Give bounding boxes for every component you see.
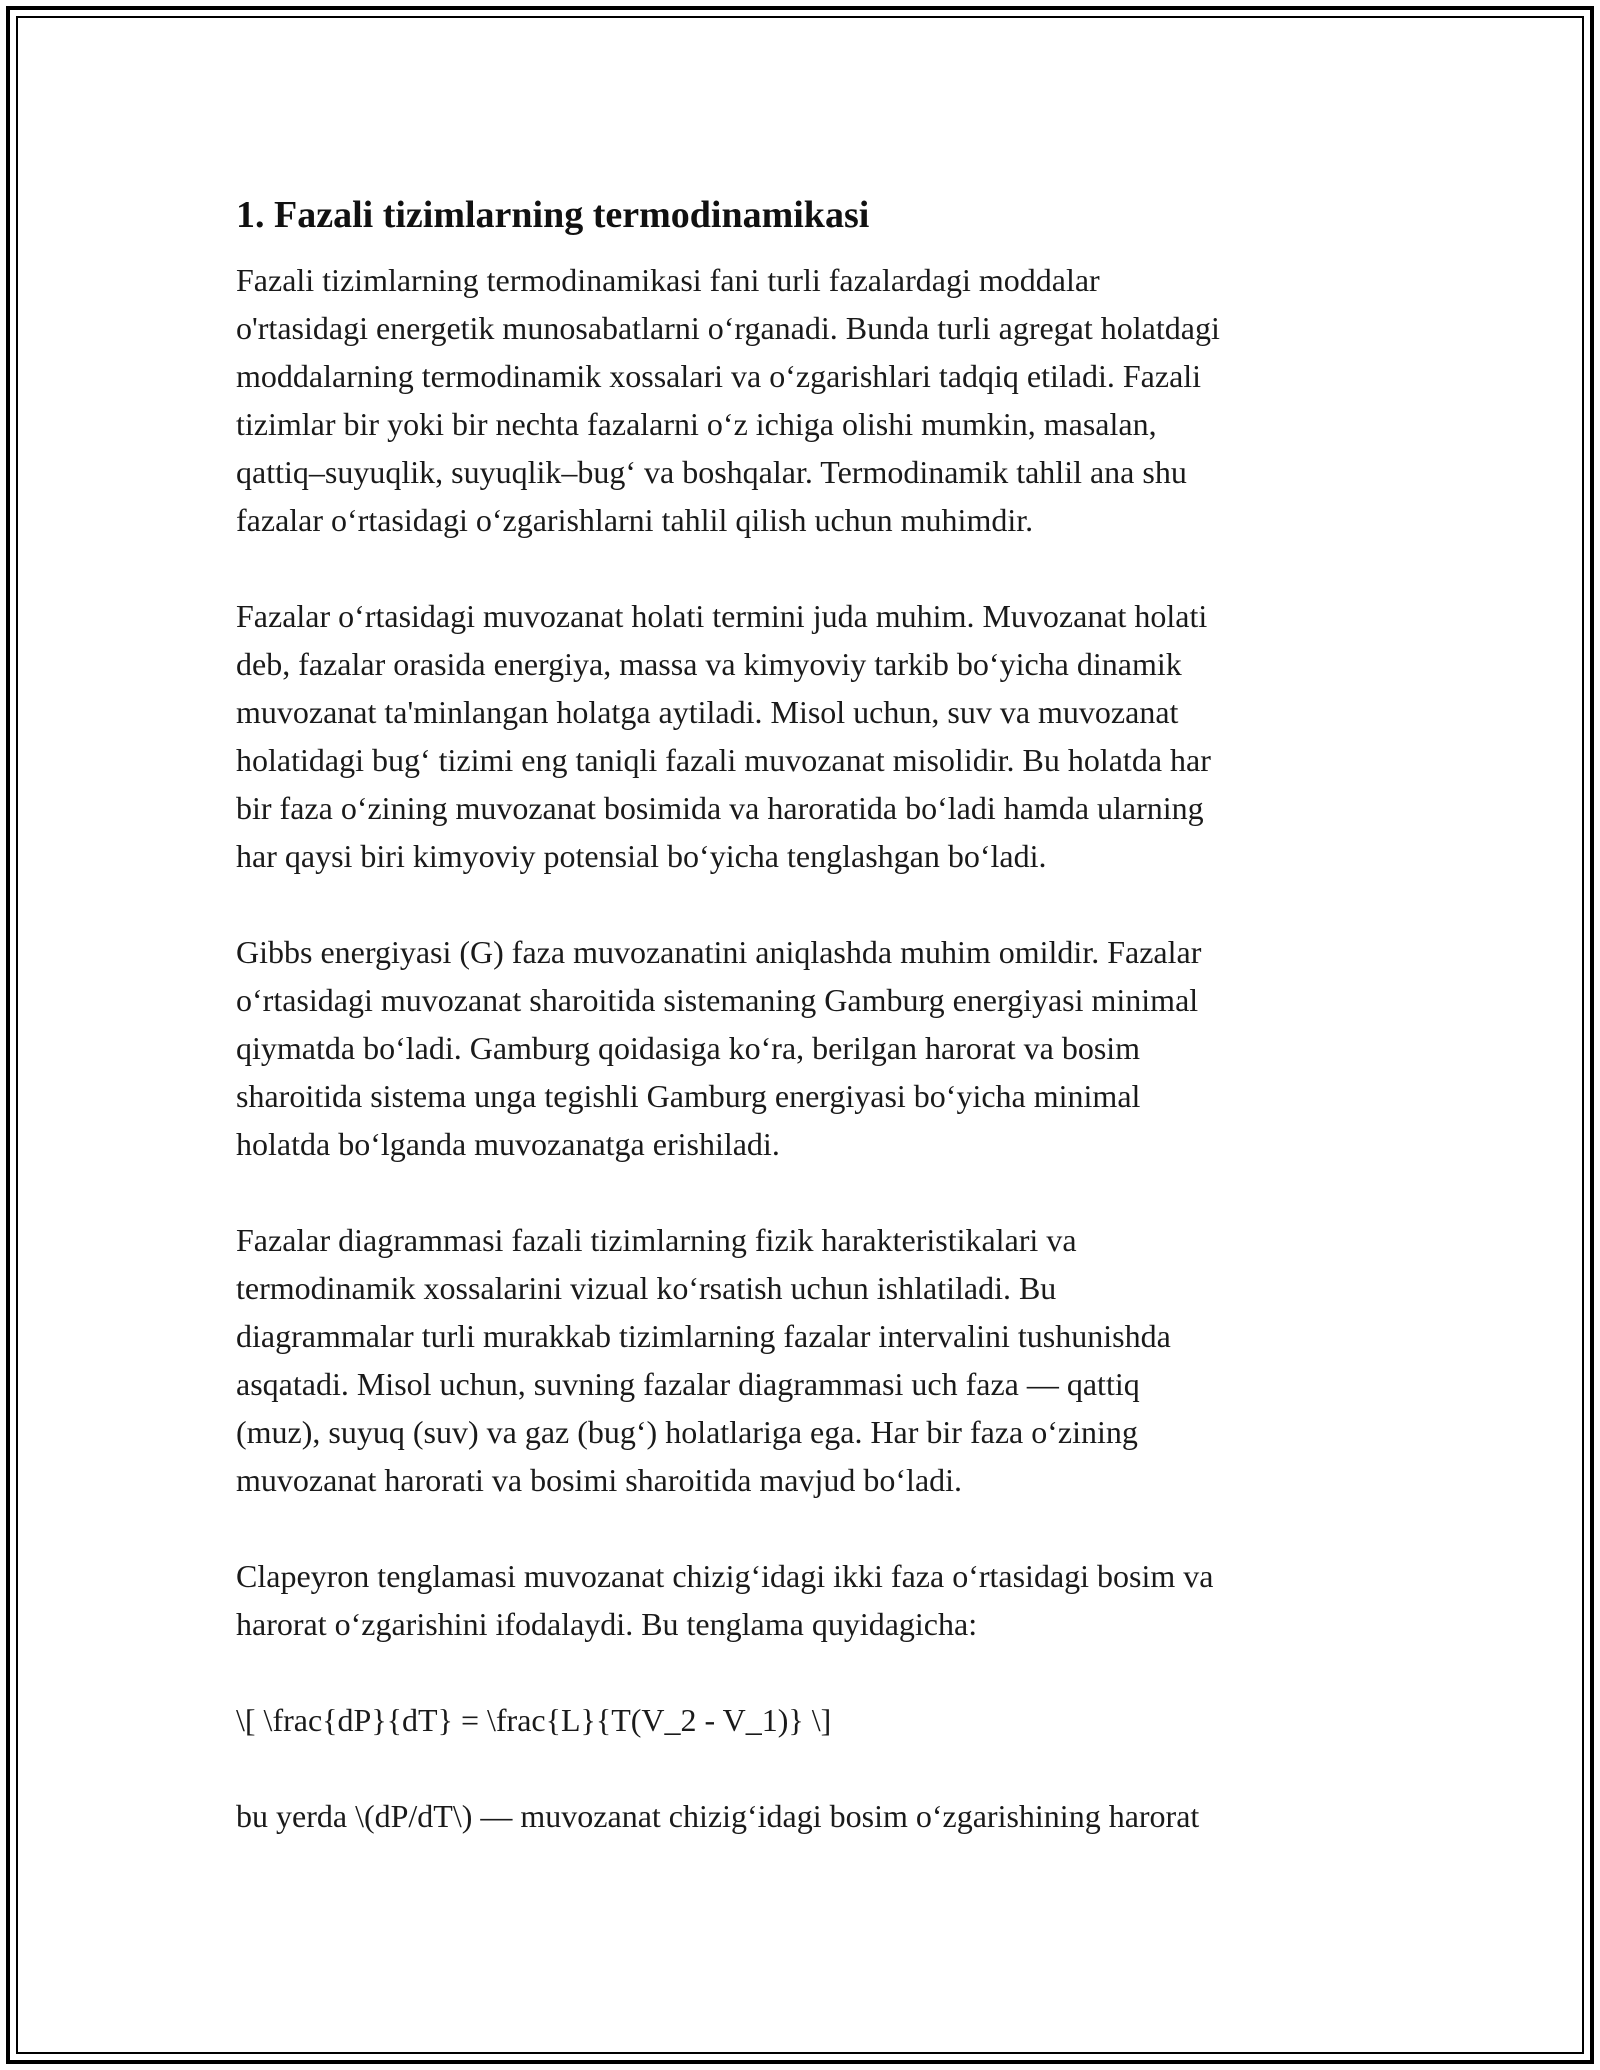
text-line: bir faza o‘zining muvozanat bosimida va haroratida bo‘ladi hamda ularning: [236, 790, 1204, 826]
text-line: harorat o‘zgarishini ifodalaydi. Bu tenglama quyidagicha:: [236, 1606, 978, 1642]
text-line: deb, fazalar orasida energiya, massa va kimyoviy tarkib bo‘yicha dinamik: [236, 646, 1182, 682]
text-line: asqatadi. Misol uchun, suvning fazalar diagrammasi uch faza — qattiq: [236, 1366, 1140, 1402]
text-line: Fazalar o‘rtasidagi muvozanat holati termini juda muhim. Muvozanat holati: [236, 598, 1208, 634]
text-line: Gibbs energiyasi (G) faza muvozanatini aniqlashda muhim omildir. Fazalar: [236, 934, 1202, 970]
text-line: holatda bo‘lganda muvozanatga erishiladi.: [236, 1126, 780, 1162]
text-line: holatidagi bug‘ tizimi eng taniqli fazali muvozanat misolidir. Bu holatda har: [236, 742, 1211, 778]
text-line: Clapeyron tenglamasi muvozanat chizig‘idagi ikki faza o‘rtasidagi bosim va: [236, 1558, 1214, 1594]
text-line: fazalar o‘rtasidagi o‘zgarishlarni tahlil qilish uchun muhimdir.: [236, 502, 1034, 538]
paragraph-equilibrium: [236, 592, 1376, 880]
text-line: diagrammalar turli murakkab tizimlarning fazalar intervalini tushunishda: [236, 1318, 1171, 1354]
text-line: qattiq–suyuqlik, suyuqlik–bug‘ va boshqalar. Termodinamik tahlil ana shu: [236, 454, 1187, 490]
paragraph-clapeyron: [236, 1552, 1376, 1648]
text-line: moddalarning termodinamik xossalari va o‘zgarishlari tadqiq etiladi. Fazali: [236, 358, 1202, 394]
paragraph-gibbs: [236, 928, 1376, 1168]
text-line: muvozanat ta'minlangan holatga aytiladi. Misol uchun, suv va muvozanat: [236, 694, 1179, 730]
text-line: har qaysi biri kimyoviy potensial bo‘yicha tenglashgan bo‘ladi.: [236, 838, 1047, 874]
text-line: qiymatda bo‘ladi. Gamburg qoidasiga ko‘ra, berilgan harorat va bosim: [236, 1030, 1141, 1066]
paragraph-equation: [236, 1696, 1376, 1744]
text-line: (muz), suyuq (suv) va gaz (bug‘) holatlariga ega. Har bir faza o‘zining: [236, 1414, 1138, 1450]
text-line: Fazalar diagrammasi fazali tizimlarning fizik harakteristikalari va: [236, 1222, 1077, 1258]
section-heading: 1. Fazali tizimlarning termodinamikasi: [236, 194, 870, 236]
text-line: sharoitida sistema unga tegishli Gamburg energiyasi bo‘yicha minimal: [236, 1078, 1141, 1114]
document-body: [236, 186, 1376, 1840]
text-line: o'rtasidagi energetik munosabatlarni o‘rganadi. Bunda turli agregat holatdagi: [236, 310, 1220, 346]
text-line: muvozanat harorati va bosimi sharoitida mavjud bo‘ladi.: [236, 1462, 963, 1498]
text-line: termodinamik xossalarini vizual ko‘rsatish uchun ishlatiladi. Bu: [236, 1270, 1057, 1306]
paragraph-explanation: [236, 1792, 1376, 1840]
text-line: tizimlar bir yoki bir nechta fazalarni o‘z ichiga olishi mumkin, masalan,: [236, 406, 1157, 442]
paragraph-intro: [236, 256, 1376, 544]
paragraph-phase-diagram: [236, 1216, 1376, 1504]
text-line: Fazali tizimlarning termodinamikasi fani turli fazalardagi moddalar: [236, 262, 1100, 298]
text-line: o‘rtasidagi muvozanat sharoitida sistemaning Gamburg energiyasi minimal: [236, 982, 1199, 1018]
equation-line: \[ \frac{dP}{dT} = \frac{L}{T(V_2 - V_1)} \]: [236, 1702, 832, 1738]
text-line: bu yerda \(dP/dT\) — muvozanat chizig‘idagi bosim o‘zgarishining harorat: [236, 1798, 1200, 1834]
